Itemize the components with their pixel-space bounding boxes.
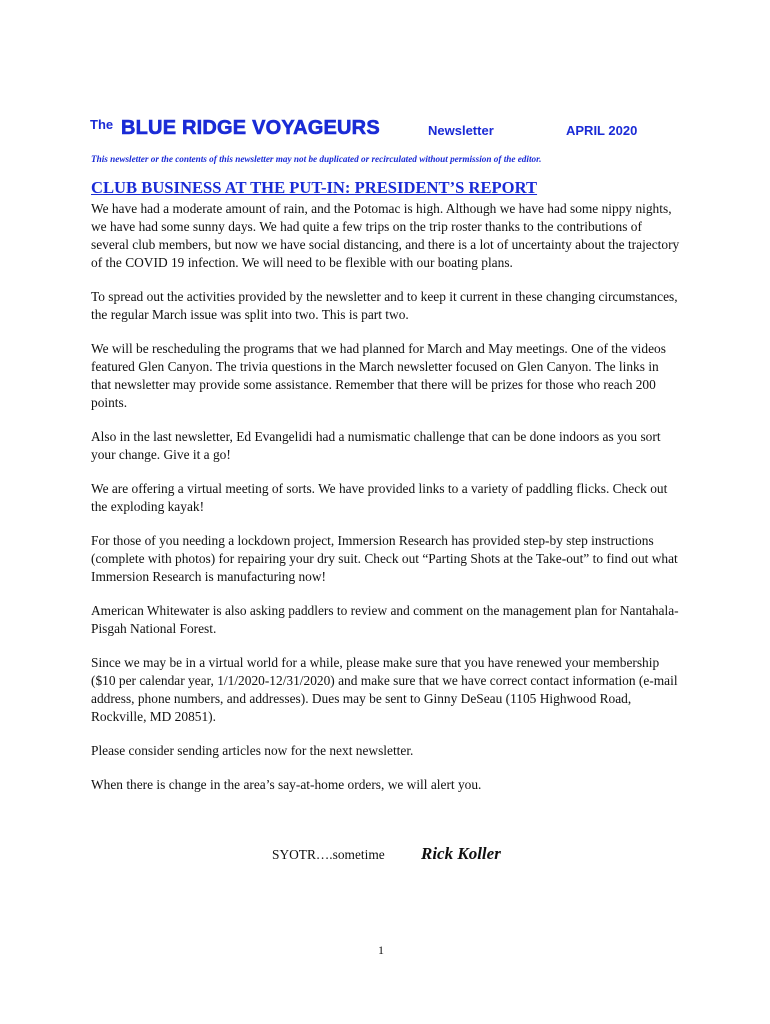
signoff-text: SYOTR….sometime (272, 847, 385, 862)
paragraph: We will be rescheduling the programs that we had planned for March and May meetings. One of the videos featured Glen Canyon. The trivia questions in the March newsletter focused on Glen Canyon. The links in that newsletter may provide some assistance. Remember that there will be prizes for those who reach 200 points. (91, 341, 666, 410)
masthead-club-name: BLUE RIDGE VOYAGEURS (121, 117, 380, 139)
masthead (90, 117, 670, 147)
masthead-newsletter-label: Newsletter (428, 123, 494, 138)
paragraph: To spread out the activities provided by the newsletter and to keep it current in these changing circumstances, the regular March issue was split into two. This is part two. (91, 289, 678, 322)
paragraph: We are offering a virtual meeting of sorts. We have provided links to a variety of paddling flicks. Check out the exploding kayak! (91, 481, 668, 514)
section-heading: CLUB BUSINESS AT THE PUT-IN: PRESIDENT’S REPORT (91, 178, 538, 197)
signature: Rick Koller (421, 844, 501, 863)
paragraph: Please consider sending articles now for the next newsletter. (91, 743, 414, 758)
signoff (272, 844, 572, 868)
article-body (91, 200, 681, 810)
page-number: 1 (378, 943, 384, 957)
disclaimer: This newsletter or the contents of this newsletter may not be duplicated or recirculated without permission of the editor. (91, 154, 542, 164)
masthead-the: The (90, 117, 114, 132)
paragraph: When there is change in the area’s say-at-home orders, we will alert you. (91, 777, 482, 792)
paragraph: Also in the last newsletter, Ed Evangelidi had a numismatic challenge that can be done indoors as you sort your change. Give it a go! (91, 429, 661, 462)
paragraph: American Whitewater is also asking paddlers to review and comment on the management plan for Nantahala-Pisgah National Forest. (91, 603, 679, 636)
paragraph: We have had a moderate amount of rain, and the Potomac is high. Although we have had some nippy nights, we have had some sunny days. We had quite a few trips on the trip roster thanks to the contributions of several club members, but now we have social distancing, and there is a lot of uncertainty about the trajectory of the COVID 19 infection. We will need to be flexible with our boating plans. (91, 201, 680, 270)
paragraph: For those of you needing a lockdown project, Immersion Research has provided step-by step instructions (complete with photos) for repairing your dry suit. Check out “Parting Shots at the Take-out” to find out what Immersion Research is manufacturing now! (91, 533, 678, 584)
issue-date: APRIL 2020 (566, 123, 638, 138)
paragraph: Since we may be in a virtual world for a while, please make sure that you have renewed your membership ($10 per calendar year, 1/1/2020-12/31/2020) and make sure that we have correct contact information (e-mail address, phone numbers, and addresses). Dues may be sent to Ginny DeSeau (1105 Highwood Road, Rockville, MD 20851). (91, 655, 678, 724)
